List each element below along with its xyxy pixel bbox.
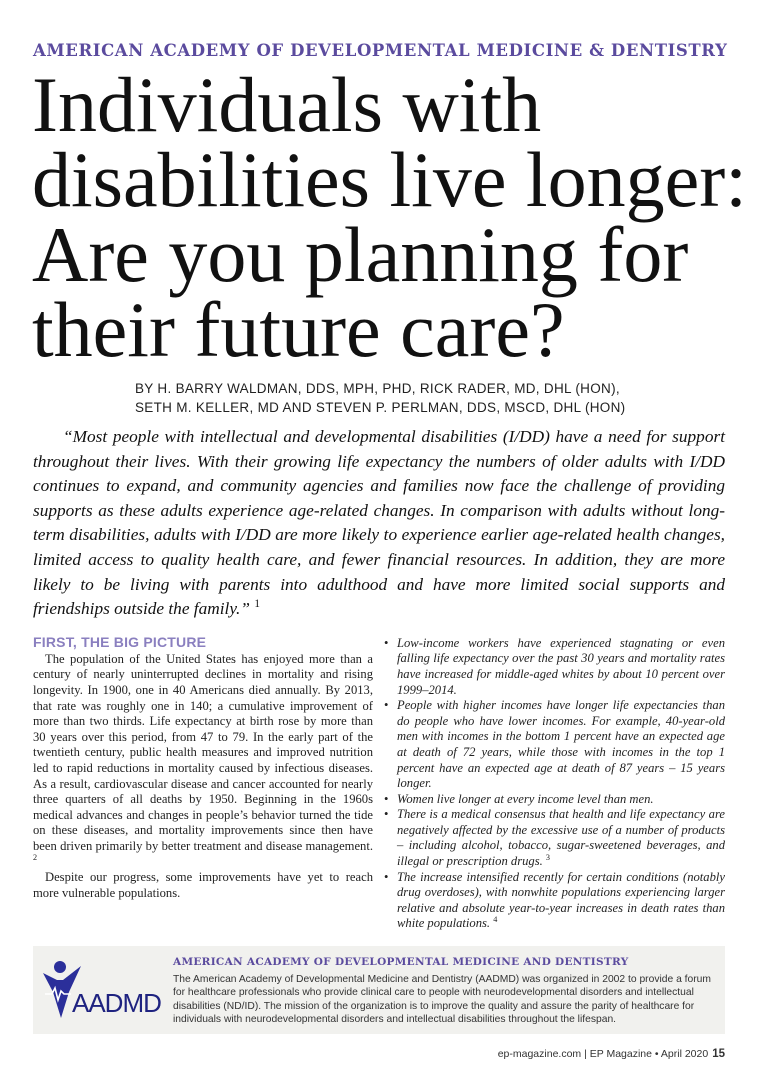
article-columns [33, 634, 725, 932]
list-item [383, 698, 725, 792]
byline-line: SETH M. KELLER, MD AND STEVEN P. PERLMAN, DDS, MSCD, DHL (HON) [135, 400, 626, 415]
byline [135, 379, 725, 417]
bullet-list [383, 636, 725, 932]
footnote-ref: 2 [33, 853, 38, 863]
page-footer [33, 1047, 725, 1061]
list-item-text: People with higher incomes have longer life expectancies than do people who have lower incomes. For example, 40-year-old men with incomes in the bottom 1 percent have an expected age at death of 72 years, while those with incomes in the top 1 percent have an expected age at death of 87 years – 15 years longer. [397, 698, 725, 791]
footnote-ref: 4 [493, 915, 498, 925]
bullet-icon: • [384, 807, 389, 822]
paragraph: Despite our progress, some improvements have yet to reach more vulnerable populations. [33, 870, 373, 900]
page-number: 15 [712, 1048, 725, 1061]
byline-line: BY H. BARRY WALDMAN, DDS, MPH, PHD, RICK RADER, MD, DHL (HON), [135, 381, 620, 396]
footer-text: ep-magazine.com | EP Magazine • April 2020 [497, 1048, 709, 1061]
list-item-text: Low-income workers have experienced stagnating or even falling life expectancy over the past 30 years and mortality rates have increased for middle-aged whites by about 10 percent over 1999–2014. [397, 635, 725, 697]
title-line: Are you planning for [32, 211, 689, 298]
bullet-icon: • [384, 635, 389, 650]
bullet-icon: • [384, 791, 389, 806]
footnote-ref: 3 [545, 852, 551, 862]
intro-quote [33, 425, 725, 622]
paragraph [33, 652, 373, 870]
list-item [383, 870, 725, 932]
paragraph-text: The population of the United States has enjoyed more than a century of nearly uninterrupted declines in mortality and rising longevity. In 1900, one in 40 Americans died annually. By 2013, that rate was roughly one in 140; a cumulative improvement of more than two thirds. Life expectancy at birth rose by more than 30 years over this period, from 47 to 79. In the early part of the twentieth century, public health measures and improved nutrition led to rapid reductions in mortality caused by infectious diseases. As a result, cardiovascular disease and cancer accounted for nearly three quarters of all deaths by 1950. Beginning in the 1960s medical advances and changes in people’s behavior turned the tide on these diseases, and mortality improvements since then have been driven primarily by better treatment and disease management. [33, 651, 373, 853]
list-item [383, 807, 725, 869]
footnote-ref: 1 [254, 598, 260, 611]
right-column [383, 634, 725, 932]
left-column [33, 634, 373, 932]
title-line: their future care? [32, 286, 565, 373]
list-item-text: There is a medical consensus that health and life expectancy are negatively affected by the excessive use of a number of products – including alcohol, tobacco, sugar-sweetened beverages, and illegal or prescription drugs. [397, 807, 725, 869]
bullet-icon: • [384, 698, 389, 713]
section-heading: FIRST, THE BIG PICTURE [33, 633, 207, 650]
title-line: disabilities live longer: [32, 136, 747, 223]
title-line: Individuals with [32, 61, 542, 148]
publication-kicker: AMERICAN ACADEMY OF DEVELOPMENTAL MEDICINE & DENTISTRY [33, 41, 728, 60]
article-title [32, 61, 747, 373]
list-item [383, 636, 725, 698]
list-item [383, 792, 725, 808]
list-item-text: Women live longer at every income level than men. [397, 791, 654, 806]
list-item-text: The increase intensified recently for certain conditions (notably drug overdoses), with nonwhite populations experiencing larger relative and absolute year-to-year increases in death rates than white populations. [397, 869, 725, 931]
aadmd-info-box [33, 946, 725, 1034]
bullet-icon: • [384, 869, 389, 884]
aadmd-description: The American Academy of Developmental Medicine and Dentistry (AADMD) was organized in 2002 to provide a forum for healthcare professionals who provide clinical care to people with neurodevelopmental disorders and intellectual disabilities (ND/ID). The mission of the organization is to improve the quality and assure the parity of healthcare for individuals with neurodevelopmental disorders and intellectual disabilities throughout the lifespan. [173, 974, 711, 1025]
aadmd-logo-icon [41, 956, 161, 1026]
svg-text:AADMD: AADMD [72, 988, 161, 1019]
quote-text: “Most people with intellectual and developmental disabilities (I/DD) have a need for support throughout their lives. With their growing life expectancy the numbers of older adults with I/DD continues to expand, and community agencies and families now face the challenge of providing supports as these adults experience age-related changes. In comparison with adults without long-term disabilities, adults with I/DD are more likely to experience earlier age-related health changes, limited access to quality health care, and fewer financial resources. In addition, they are more likely to be living with parents into adulthood and have more limited social supports and friendships outside the family.” [33, 427, 725, 619]
aadmd-heading: AMERICAN ACADEMY OF DEVELOPMENTAL MEDICINE AND DENTISTRY [173, 956, 629, 969]
